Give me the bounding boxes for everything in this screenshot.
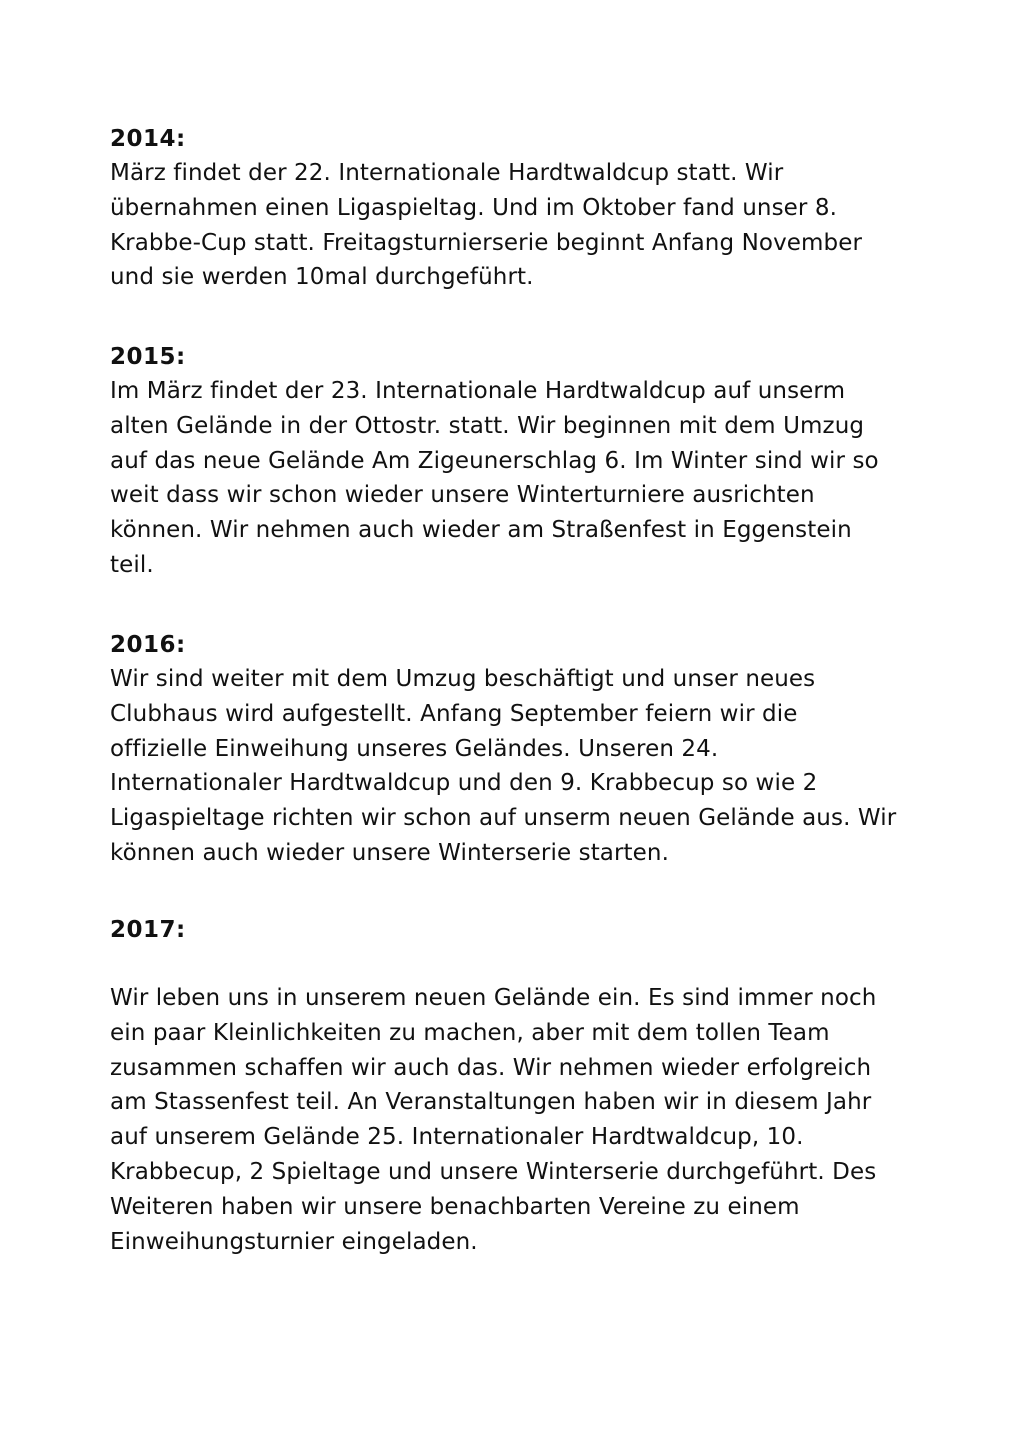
section-2017: [110, 913, 940, 1259]
section-2016: [110, 628, 940, 871]
text-line: können auch wieder unsere Winterserie starten.: [110, 839, 670, 866]
text-line: Im März findet der 23. Internationale Hardtwaldcup auf unserm: [110, 378, 846, 404]
text-line: Einweihungsturnier eingeladen.: [110, 1228, 478, 1255]
section-2015: [110, 340, 940, 583]
text-line: alten Gelände in der Ottostr. statt. Wir beginnen mit dem Umzug: [110, 412, 865, 439]
text-line: auf unserem Gelände 25. Internationaler Hardtwaldcup, 10.: [110, 1124, 804, 1151]
text-line: Internationaler Hardtwaldcup und den 9. Krabbecup so wie 2: [110, 770, 818, 797]
text-line: und sie werden 10mal durchgeführt.: [110, 264, 534, 291]
text-line: Weiteren haben wir unsere benachbarten Vereine zu einem: [110, 1193, 800, 1220]
text-line: am Stassenfest teil. An Veranstaltungen haben wir in diesem Jahr: [110, 1089, 872, 1116]
text-line: Wir sind weiter mit dem Umzug beschäftigt und unser neues: [110, 666, 816, 692]
text-line: können. Wir nehmen auch wieder am Straßenfest in Eggenstein: [110, 517, 852, 544]
text-line: übernahmen einen Ligaspieltag. Und im Oktober fand unser 8.: [110, 194, 838, 221]
text-line: Clubhaus wird aufgestellt. Anfang September feiern wir die: [110, 700, 798, 727]
text-line: März findet der 22. Internationale Hardtwaldcup statt. Wir: [110, 160, 784, 186]
text-line: zusammen schaffen wir auch das. Wir nehmen wieder erfolgreich: [110, 1054, 872, 1081]
text-line: teil.: [110, 551, 154, 578]
section-2014: [110, 122, 940, 295]
text-line: Ligaspieltage richten wir schon auf unserm neuen Gelände aus. Wir: [110, 805, 897, 832]
text-line: offizielle Einweihung unseres Geländes. Unseren 24.: [110, 735, 719, 762]
text-line: Krabbe-Cup statt. Freitagsturnierserie beginnt Anfang November: [110, 229, 863, 256]
year-heading: 2016:: [110, 632, 186, 658]
text-line: auf das neue Gelände Am Zigeunerschlag 6. Im Winter sind wir so: [110, 447, 879, 474]
year-heading: 2014:: [110, 126, 186, 152]
text-line: weit dass wir schon wieder unsere Winterturniere ausrichten: [110, 482, 815, 509]
text-line: Wir leben uns in unserem neuen Gelände ein. Es sind immer noch: [110, 985, 877, 1011]
year-heading: 2017:: [110, 917, 186, 943]
text-line: Krabbecup, 2 Spieltage und unsere Winterserie durchgeführt. Des: [110, 1158, 877, 1185]
text-line: ein paar Kleinlichkeiten zu machen, aber mit dem tollen Team: [110, 1019, 830, 1046]
year-heading: 2015:: [110, 344, 186, 370]
blank-line: [110, 947, 940, 981]
